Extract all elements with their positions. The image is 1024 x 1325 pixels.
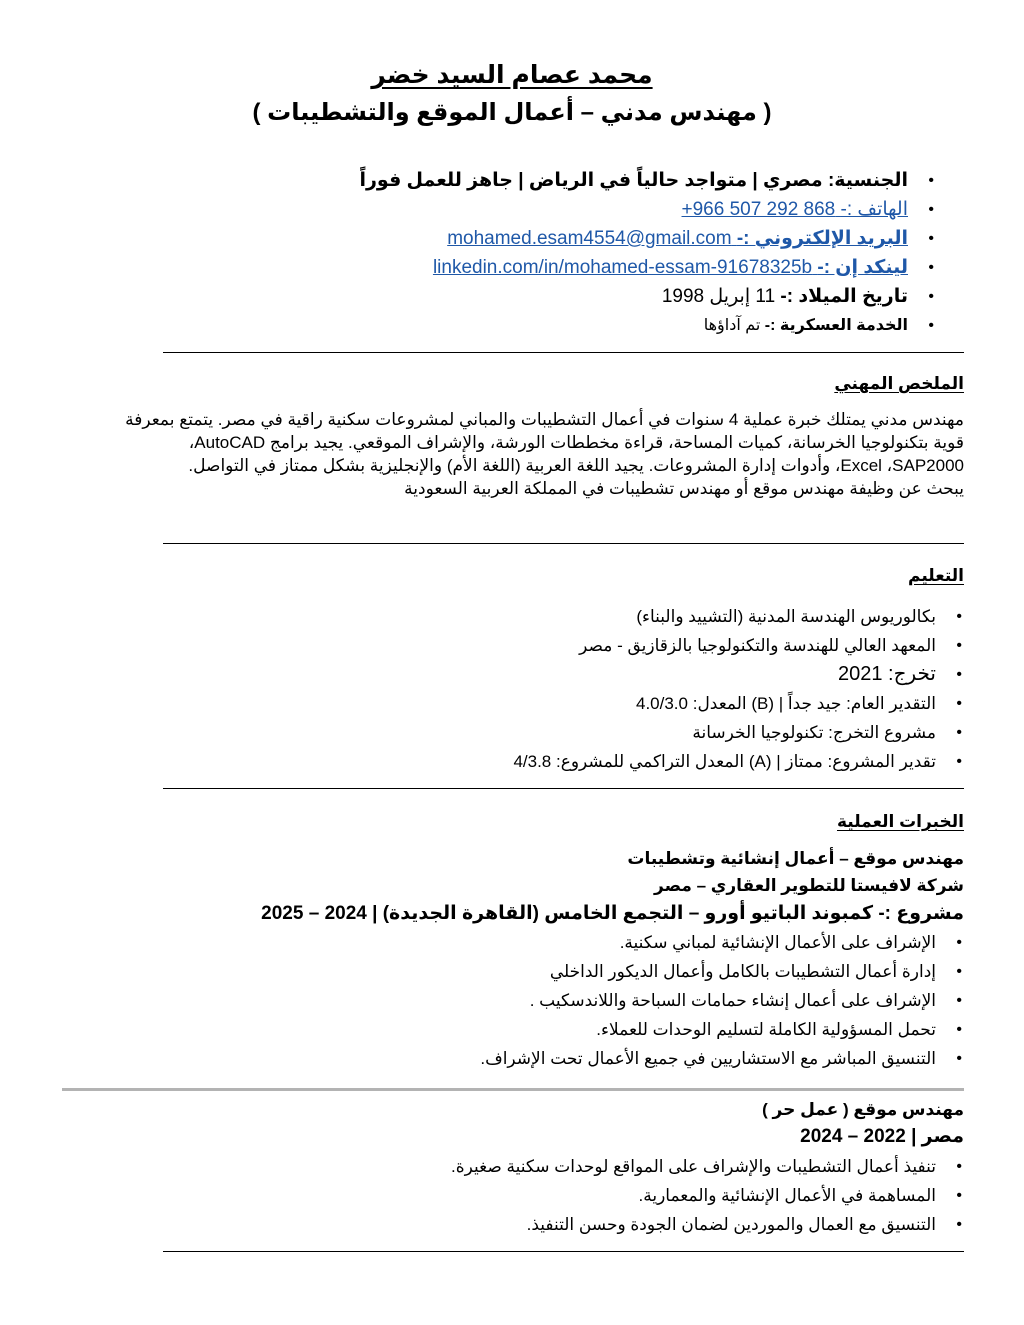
- summary-text: [78, 408, 964, 500]
- linkedin-label: لينكد إن :-: [817, 257, 908, 278]
- list-item: • تخرج: 2021: [513, 660, 964, 689]
- phone-label: الهاتف :-: [840, 199, 908, 220]
- list-item: • التقدير العام: جيد جداً | (B) المعدل: 4.0/3.0: [513, 689, 964, 718]
- list-item: • الإشراف على الأعمال الإنشائية لمباني سكنية.: [480, 928, 964, 957]
- summary-line: قوية بتكنولوجيا الخرسانة، كميات المساحة، قراءة مخططات الورشة، والإشراف الموقعي. يجيد برامج AutoCAD،: [188, 433, 964, 452]
- contact-nationality: [236, 166, 936, 195]
- list-item: • المعهد العالي للهندسة والتكنولوجيا بالزقازيق - مصر: [513, 631, 964, 660]
- linkedin-value: linkedin.com/in/mohamed-essam-91678325b: [432, 257, 813, 278]
- linkedin-link[interactable]: [433, 257, 908, 278]
- list-item: • تقدير المشروع: ممتاز | (A) المعدل التراكمي للمشروع: 4/3.8: [513, 747, 964, 776]
- list-item: • تحمل المسؤولية الكاملة لتسليم الوحدات للعملاء.: [480, 1015, 964, 1044]
- phone-link[interactable]: [682, 199, 909, 220]
- education-heading: التعليم: [908, 566, 964, 585]
- job2-duties: [451, 1152, 964, 1239]
- list-item: • مشروع التخرج: تكنولوجيا الخرسانة: [513, 718, 964, 747]
- contact-list: [236, 166, 936, 340]
- contact-linkedin: [236, 253, 936, 282]
- nationality-value: مصري | متواجد حالياً في الرياض | جاهز للعمل فوراً: [359, 170, 823, 191]
- email-link[interactable]: [447, 228, 908, 249]
- job2-title: مهندس موقع ( عمل حر ): [762, 1100, 964, 1119]
- job1-project: مشروع :- كمبوند الباتيو أورو – التجمع الخامس (القاهرة الجديدة) | 2024 – 2025: [261, 903, 964, 924]
- summary-heading: الملخص المهني: [834, 374, 964, 393]
- contact-birthdate: [236, 282, 936, 311]
- military-label: الخدمة العسكرية :-: [764, 317, 908, 334]
- job1-title: مهندس موقع – أعمال إنشائية وتشطيبات: [627, 849, 964, 868]
- education-list: [513, 602, 964, 776]
- experience-heading: الخبرات العملية: [836, 812, 964, 831]
- email-label: البريد الإلكتروني :-: [736, 228, 908, 249]
- contact-phone: [236, 195, 936, 224]
- list-item: • التنسيق المباشر مع الاستشاريين في جميع الأعمال تحت الإشراف.: [480, 1044, 964, 1073]
- list-item: • بكالوريوس الهندسة المدنية (التشييد والبناء): [513, 602, 964, 631]
- list-item: • إدارة أعمال التشطيبات بالكامل وأعمال الديكور الداخلي: [480, 957, 964, 986]
- list-item: • المساهمة في الأعمال الإنشائية والمعمارية.: [451, 1181, 964, 1210]
- list-item: • الإشراف على أعمال إنشاء حمامات السباحة واللاندسكيب .: [480, 986, 964, 1015]
- phone-value: +966 507 292 868: [681, 199, 836, 220]
- birth-value: 11 إبريل 1998: [661, 286, 776, 307]
- candidate-title: ( مهندس مدني – أعمال الموقع والتشطيبات ): [252, 99, 772, 126]
- divider: [163, 788, 964, 789]
- email-value: mohamed.esam4554@gmail.com: [447, 228, 732, 249]
- list-item: • التنسيق مع العمال والموردين لضمان الجودة وحسن التنفيذ.: [451, 1210, 964, 1239]
- divider: [163, 1251, 964, 1252]
- job2-period: مصر | 2022 – 2024: [800, 1126, 964, 1147]
- birth-label: تاريخ الميلاد :-: [780, 286, 908, 307]
- summary-line: يبحث عن وظيفة مهندس موقع أو مهندس تشطيبات في المملكة العربية السعودية: [404, 479, 964, 498]
- list-item: • تنفيذ أعمال التشطيبات والإشراف على المواقع لوحدات سكنية صغيرة.: [451, 1152, 964, 1181]
- summary-line: Excel ،SAP2000، وأدوات إدارة المشروعات. يجيد اللغة العربية (اللغة الأم) والإنجليزية بشكل ممتاز في التواصل.: [188, 456, 964, 475]
- contact-email: [236, 224, 936, 253]
- military-value: تم آداؤها: [703, 317, 761, 334]
- divider: [163, 352, 964, 353]
- divider: [62, 1088, 964, 1091]
- divider: [163, 543, 964, 544]
- candidate-name: محمد عصام السيد خضر: [371, 61, 653, 89]
- contact-military: [236, 311, 936, 340]
- job1-duties: [480, 928, 964, 1073]
- job1-company: شركة لافيستا للتطوير العقاري – مصر: [654, 876, 964, 895]
- summary-line: مهندس مدني يمتلك خبرة عملية 4 سنوات في أعمال التشطيبات والمباني لمشروعات سكنية راقية في مصر. يتمتع بمعرفة: [125, 410, 964, 429]
- nationality-label: الجنسية:: [827, 170, 908, 191]
